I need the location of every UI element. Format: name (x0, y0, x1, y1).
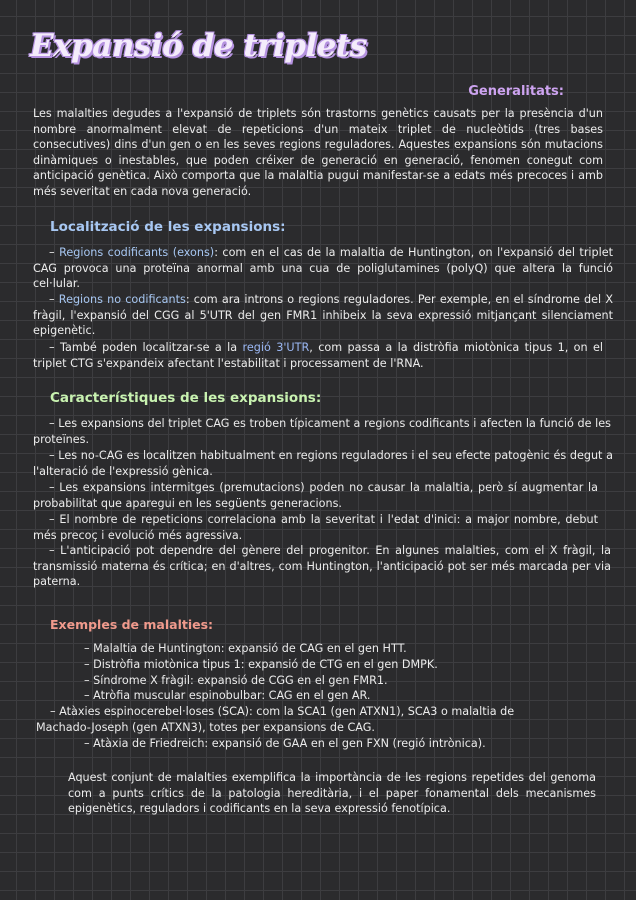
localitzacio-pre-3: – També poden localitzar-se a la (49, 341, 243, 354)
regions-codificants-label: Regions codificants (exons) (59, 246, 215, 259)
intro-paragraph: Les malalties degudes a l'expansió de triplets són trastorns genètics causats per la presència d'un nombre anormalment elevat de repeticions d'un mateix triplet de nucleòtids (tres bases consecutives) dins d'un gen o en les seves regions reguladores. Aquestes expansions són mutacions dinàmiques o inestables, que poden créixer de generació en generació, fenomen conegut com anticipació genètica. Això comporta que la malaltia pugui manifestar-se a edats més precoces i amb més severitat en cada nova generació. (33, 107, 603, 198)
list-item: – Síndrome X fràgil: expansió de CGG en el gen FMR1. (84, 673, 388, 687)
list-item: – Atròfia muscular espinobulbar: CAG en el gen AR. (84, 689, 371, 703)
caracteristiques-paragraph-1: – Les expansions del triplet CAG es troben típicament a regions codificants i afecten la funció de les proteïnes. (33, 417, 611, 446)
localitzacio-text-1: : com en el cas de la malaltia de Huntington, on l'expansió del triplet CAG provoca una proteïna anormal amb una cua de poliglutamines (polyQ) que altera la funció cel·lular. (33, 246, 614, 291)
regions-no-codificants-label: Regions no codificants (58, 293, 186, 306)
regio-3utr-label: regió 3'UTR (242, 341, 310, 354)
list-item: – Atàxia de Friedreich: expansió de GAA en el gen FXN (regió intrònica). (84, 736, 486, 750)
list-item: – Distròfia miotònica tipus 1: expansió de CTG en el gen DMPK. (84, 657, 438, 671)
exemples-heading: Exemples de malalties: (50, 617, 214, 632)
list-item: – Malaltia de Huntington: expansió de CAG en el gen HTT. (84, 642, 407, 655)
exemples-list (36, 641, 570, 752)
generalitats-label: Generalitats: (468, 84, 564, 99)
page-title: Expansió de triplets (30, 28, 367, 64)
localitzacio-heading: Localització de les expansions: (50, 219, 286, 235)
localitzacio-paragraph-3 (33, 340, 603, 371)
caracteristiques-paragraph-5: – L'anticipació pot dependre del gènere del progenitor. En algunes malalties, com el X fràgil, la transmissió materna és crítica; en d'altres, com Huntington, l'anticipació pot ser més marcada per via paterna. (33, 544, 611, 589)
localitzacio-paragraph-1 (33, 245, 613, 292)
list-item: – Atàxies espinocerebel·loses (SCA): com la SCA1 (gen ATXN1), SCA3 o malaltia de Machado-Joseph (gen ATXN3), totes per expansions de CAG. (36, 705, 515, 734)
dash: – (49, 293, 59, 306)
caracteristiques-heading: Característiques de les expansions: (50, 390, 322, 406)
dash: – (49, 246, 60, 259)
conclusio-paragraph: Aquest conjunt de malalties exemplifica la importància de les regions repetides del genoma com a punts crítics de la patologia hereditària, i el paper fonamental dels mecanismes epigenètics, reguladors i codificants en la seva expressió fenotípica. (68, 771, 596, 816)
localitzacio-text-3: , com passa a la distròfia miotònica tipus 1, on el triplet CTG s'expandeix afectant l'estabilitat i processament de l'RNA. (33, 341, 603, 370)
localitzacio-text-2: : com ara introns o regions reguladores. Per exemple, en el síndrome del X fràgil, l'expansió del CGG al 5'UTR del gen FMR1 inhibeix la seva expressió mitjançant silenciament epigenètic. (33, 293, 613, 338)
localitzacio-paragraph-2 (33, 292, 613, 339)
caracteristiques-paragraph-2: – Les no-CAG es localitzen habitualment en regions reguladores i el seu efecte patogènic és degut a l'alteració de l'expressió gènica. (33, 449, 613, 478)
caracteristiques-paragraph-3: – Les expansions intermitges (premutacions) poden no causar la malaltia, però sí augmentar la probabilitat que aparegui en les següents generacions. (33, 481, 598, 510)
caracteristiques-paragraph-4: – El nombre de repeticions correlaciona amb la severitat i l'edat d'inici: a major nombre, debut més precoç i evolució més agressiva. (33, 513, 598, 542)
